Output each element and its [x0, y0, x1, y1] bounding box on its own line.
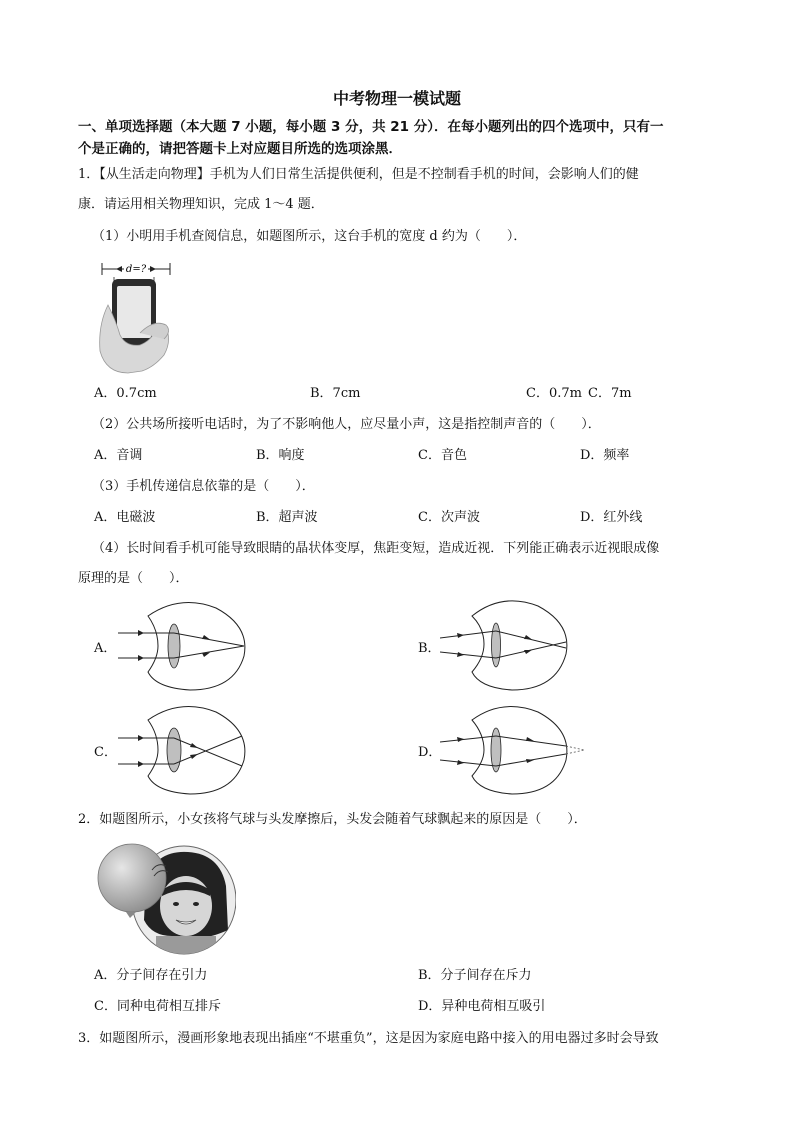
- q1-sub4-option-a: A．: [94, 641, 117, 656]
- q1-sub4-option-c: C．: [94, 745, 117, 760]
- q1-sub4-option-d: D．: [418, 745, 442, 760]
- q1-sub4-option-b: B．: [418, 641, 441, 656]
- q1-sub3-text: （3）手机传递信息依靠的是（ ）．: [92, 479, 315, 494]
- q1-sub2-option-d: D．频率: [580, 448, 630, 463]
- section-header-line1: 一、单项选择题（本大题 7 小题，每小题 3 分，共 21 分）．在每小题列出的四个选项中，只有一: [78, 119, 664, 135]
- phone-width-label: d=?: [125, 264, 147, 275]
- q1-sub1-text: （1）小明用手机查阅信息，如题图所示，这台手机的宽度 d 约为（ ）．: [92, 229, 527, 244]
- q1-sub2-option-c: C．音色: [418, 448, 467, 463]
- q2-option-a: A．分子间存在引力: [94, 968, 208, 983]
- eye-diagram-b: [440, 598, 572, 692]
- q1-sub1-option-b: B．7cm: [310, 386, 361, 401]
- q1-sub2-option-b: B．响度: [256, 448, 305, 463]
- q2-option-c: C．同种电荷相互排斥: [94, 999, 221, 1014]
- q1-sub4-text-line2: 原理的是（ ）．: [78, 571, 189, 586]
- q1-sub3-option-b: B．超声波: [256, 510, 318, 525]
- q1-stem-line1: 1．【从生活走向物理】手机为人们日常生活提供便利，但是不控制看手机的时间，会影响人们的健: [78, 167, 639, 182]
- eye-diagram-c: [118, 704, 250, 796]
- q1-sub1-option-d: C．7m: [588, 386, 632, 401]
- q1-sub1-option-c: C．0.7m: [526, 386, 582, 401]
- q2-option-d: D．异种电荷相互吸引: [418, 999, 546, 1014]
- q1-sub2-text: （2）公共场所接听电话时，为了不影响他人，应尽量小声，这是指控制声音的（ ）．: [92, 417, 601, 432]
- page-title: 中考物理一模试题: [332, 89, 461, 108]
- q3-stem: 3．如题图所示，漫画形象地表现出插座“不堪重负”，这是因为家庭电路中接入的用电器过多时会导致: [78, 1031, 659, 1046]
- q1-sub3-option-c: C．次声波: [418, 510, 480, 525]
- phone-figure: [94, 255, 180, 377]
- q2-stem: 2．如题图所示，小女孩将气球与头发摩擦后，头发会随着气球飘起来的原因是（ ）．: [78, 812, 587, 827]
- q1-sub2-option-a: A．音调: [94, 448, 143, 463]
- q2-option-b: B．分子间存在斥力: [418, 968, 532, 983]
- section-header-line2: 个是正确的，请把答题卡上对应题目所选的选项涂黑．: [78, 141, 402, 157]
- eye-diagram-d: [440, 704, 586, 796]
- q1-sub3-option-d: D．红外线: [580, 510, 643, 525]
- girl-balloon-photo: [96, 840, 236, 956]
- q1-sub1-option-a: A．0.7cm: [94, 386, 157, 401]
- q1-sub4-text-line1: （4）长时间看手机可能导致眼睛的晶状体变厚，焦距变短，造成近视．下列能正确表示近视眼成像: [92, 541, 660, 556]
- q1-stem-line2: 康．请运用相关物理知识，完成 1～4 题．: [78, 197, 324, 212]
- q1-sub3-option-a: A．电磁波: [94, 510, 156, 525]
- eye-diagram-a: [118, 600, 250, 692]
